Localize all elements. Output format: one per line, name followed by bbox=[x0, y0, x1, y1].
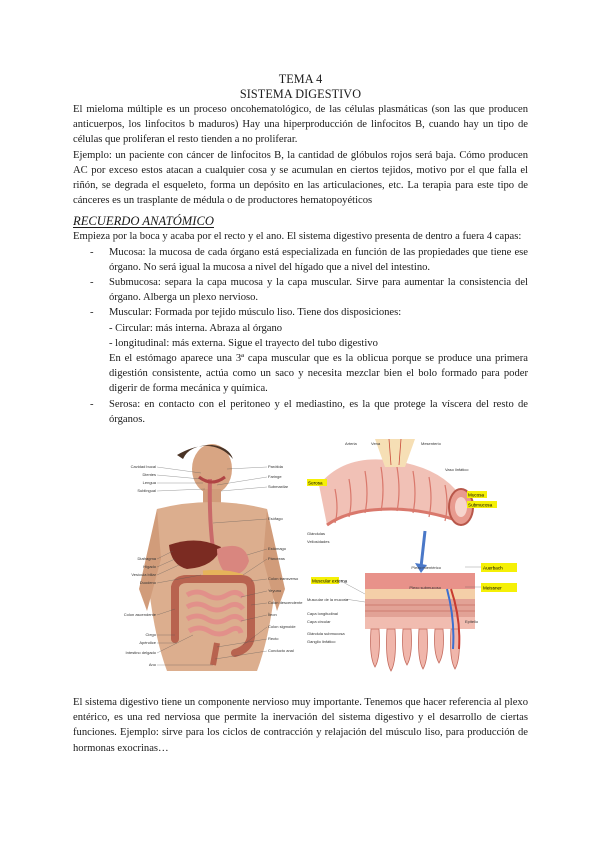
label-ano: Ano bbox=[148, 662, 156, 668]
label-higado: Hígado bbox=[143, 564, 156, 570]
label-plexo-submucoso: Plexo submucoso bbox=[409, 585, 441, 591]
document-page bbox=[73, 72, 528, 756]
label-epitelio: Epitelio bbox=[465, 619, 479, 625]
label-vaso-linfatico: Vaso linfático bbox=[445, 467, 469, 473]
figures-row bbox=[73, 439, 528, 689]
label-glandula-submucosa: Glándula submucosa bbox=[307, 631, 345, 637]
muscular-longitudinal: - longitudinal: más externa. Sigue el trayecto del tubo digestivo bbox=[109, 337, 378, 349]
muscular-circular: - Circular: más interna. Abraza al órgano bbox=[109, 322, 283, 334]
label-capa-longitudinal: Capa longitudinal bbox=[307, 611, 338, 617]
label-faringe: Faringe bbox=[268, 474, 282, 480]
label-intestino-delgado: Intestino delgado bbox=[125, 650, 156, 656]
label-vesicula: Vesícula biliar bbox=[131, 572, 156, 578]
label-colon-sigmoide: Colon sigmoide bbox=[268, 624, 296, 630]
closing-paragraph: El sistema digestivo tiene un componente nervioso muy importante. Tenemos que hacer referencia al plexo entérico, es una red nerviosa que permite la inervación del sistema digestivo y el desarrollo de ciertas funciones. Ejemplo: sirve para los ciclos de contracción y relajación del músculo liso, para producción de hormonas exocrinas… bbox=[73, 697, 528, 754]
intro-paragraph: El mieloma múltiple es un proceso oncohematológico, de las células plasmáticas (son las que producen anticuerpos, los linfocitos b maduros) Hay una hiperproducción de linfocitos B, cuando hay un tipo de células que proliferan el resto tienden a no proliferar. bbox=[73, 104, 528, 146]
label-conducto-anal: Conducto anal bbox=[268, 648, 294, 654]
page-title: SISTEMA DIGESTIVO bbox=[239, 87, 362, 101]
label-muscular-mucosa: Muscular de la mucosa bbox=[307, 597, 349, 603]
label-ileon: Íleon bbox=[268, 612, 277, 618]
example-paragraph: Ejemplo: un paciente con cáncer de linfocitos B, la cantidad de glóbulos rojos será baja. Cómo producen AC por exceso estos atacan a cualquier cosa y se acumulan en ciertos tejidos, motivo por el que falla el riñón, se degrada el esqueleto, forma un depósito en las articulaciones, etc. La terapia para este tipo de cánceres es un trasplante de médula o de productores hematopoyéticos bbox=[73, 149, 528, 207]
label-serosa: Serosa bbox=[308, 480, 323, 486]
label-meissner: Meissner bbox=[483, 585, 502, 591]
label-yeyuno: Yeyuno bbox=[268, 588, 282, 594]
label-diafragma: Diafragma bbox=[137, 556, 156, 562]
label-glandulas: Glándulas bbox=[307, 531, 326, 537]
section-heading: RECUERDO ANATÓMICO bbox=[73, 214, 214, 229]
label-submucosa: Submucosa bbox=[468, 502, 493, 508]
intestinal-wall-figure bbox=[305, 439, 525, 679]
label-pancreas: Páncreas bbox=[268, 556, 285, 562]
list-item-mucosa: - Mucosa: la mucosa de cada órgano está especializada en función de las propiedades que tiene ese órgano. No será igual la mucosa a nivel del hígado que a nivel del intestino. bbox=[90, 246, 528, 273]
label-capa-circular: Capa circular bbox=[307, 619, 331, 625]
label-colon-ascendente: Colon ascendente bbox=[123, 612, 156, 618]
page-title-topic: TEMA 4 bbox=[278, 72, 323, 86]
label-mesenterio: Mesenterio bbox=[421, 441, 441, 447]
section-intro: Empieza por la boca y acaba por el recto y el ano. El sistema digestivo presenta de dentro a fuera 4 capas: bbox=[73, 231, 522, 243]
label-estomago: Estómago bbox=[268, 546, 287, 552]
muscular-estomago: En el estómago aparece una 3ª capa muscular que es la oblicua porque se produce una primera digestión consistente, actúa como un saco y necesita mezclar bien el bolo formado para poder digerir de forma mecánica y química. bbox=[109, 353, 528, 395]
label-parotida: Parótida bbox=[268, 464, 283, 470]
label-plexo-mienterico: Plexo mientérico bbox=[411, 565, 441, 571]
layers-list bbox=[73, 245, 528, 427]
list-item-serosa: - Serosa: en contacto con el peritoneo y el mediastino, es la que protege la víscera del resto de órganos. bbox=[90, 398, 528, 425]
label-muscular-externa: Muscular externa bbox=[312, 578, 348, 584]
label-colon-descendente: Colon descendente bbox=[268, 600, 303, 606]
label-lengua: Lengua bbox=[142, 480, 156, 486]
label-ciego: Ciego bbox=[145, 632, 156, 638]
label-ganglio-linfatico: Ganglio linfático bbox=[307, 639, 336, 645]
label-auerbach: Auerbach bbox=[483, 565, 503, 571]
label-dientes: Dientes bbox=[142, 472, 156, 478]
label-colon-transverso: Colon transverso bbox=[268, 576, 299, 582]
digestive-system-figure bbox=[117, 439, 307, 679]
label-arteria: Arteria bbox=[345, 441, 357, 447]
label-sublingual: Sublingual bbox=[137, 488, 156, 494]
list-item-submucosa: - Submucosa: separa la capa mucosa y la capa muscular. Sirve para aumentar la consistencia del órgano. Alberga un plexo nervioso. bbox=[90, 277, 528, 304]
label-vellosidades: Vellosidades bbox=[307, 539, 330, 545]
label-cavidad-bucal: Cavidad bucal bbox=[130, 464, 156, 470]
label-vena: Vena bbox=[371, 441, 381, 447]
label-recto: Recto bbox=[268, 636, 279, 642]
label-submaxilar: Submaxilar bbox=[268, 484, 289, 490]
label-apendice: Apéndice bbox=[139, 640, 156, 646]
label-duodeno: Duodeno bbox=[139, 580, 156, 586]
label-mucosa: Mucosa bbox=[468, 492, 485, 498]
list-item-muscular: - Muscular: Formada por tejido músculo liso. Tiene dos disposiciones: - Circular: más interna. Abraza al órgano - longitudinal: más externa. Sigue el trayecto del tubo digestivo En el estómago aparece una 3ª capa muscular que es la oblicua porque se produce una primera digestión consistente, actúa como un saco y necesita mezclar bien el bolo formado para poder digerir de forma mecánica y química. bbox=[73, 305, 528, 396]
label-esofago: Esófago bbox=[268, 516, 283, 522]
